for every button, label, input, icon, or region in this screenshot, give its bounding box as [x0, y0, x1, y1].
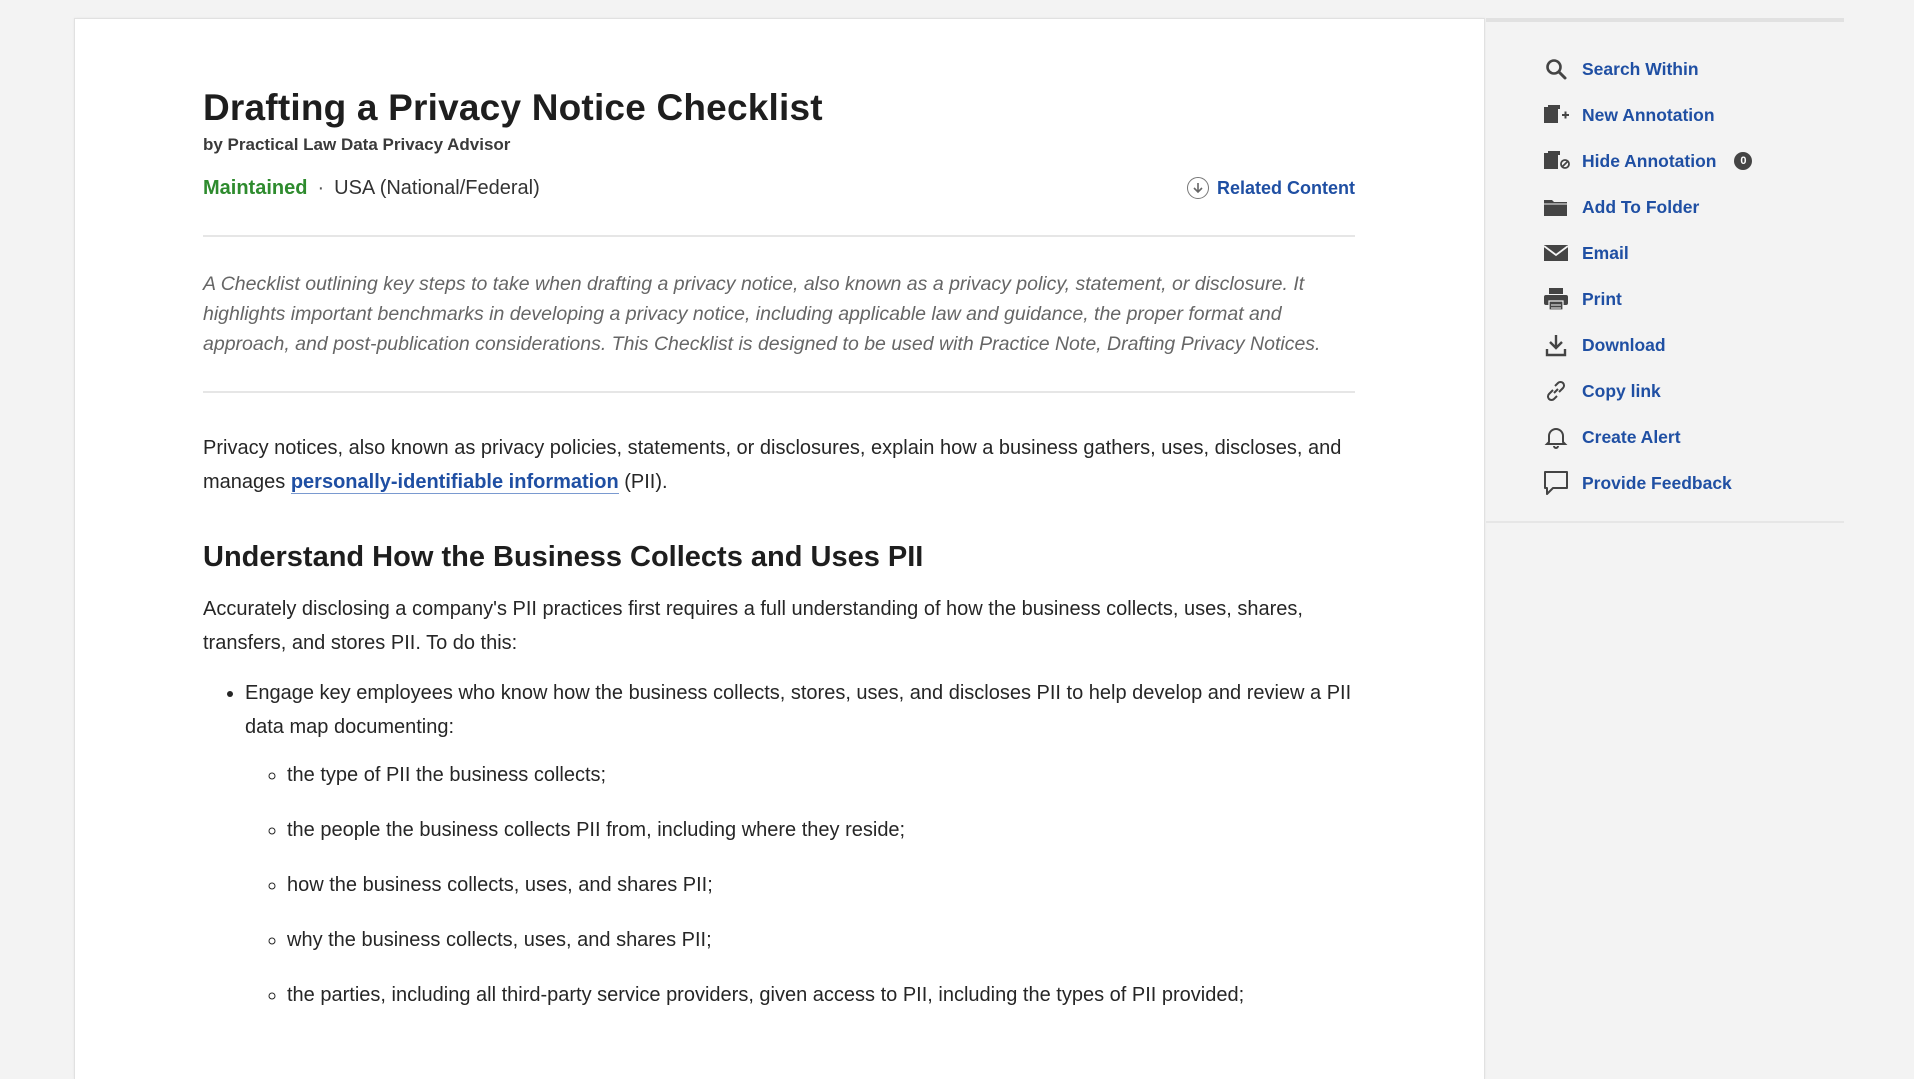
email-button[interactable] [1542, 240, 1629, 266]
add-to-folder-button[interactable] [1542, 194, 1699, 220]
download-button[interactable] [1542, 332, 1666, 358]
new-annotation-label: New Annotation [1582, 104, 1715, 125]
list-item: ◦ the parties, including all third-party service providers, given access to PII, including the types of PII provided; [287, 978, 1355, 1012]
print-icon [1542, 286, 1570, 312]
list-item: ◦ why the business collects, uses, and shares PII; [287, 923, 1355, 957]
intro-paragraph [203, 431, 1355, 499]
list-item: ◦ the people the business collects PII from, including where they reside; [287, 813, 1355, 847]
related-content-link[interactable] [1187, 177, 1355, 199]
provide-feedback-label: Provide Feedback [1582, 472, 1732, 493]
document-meta-row [203, 177, 1355, 217]
list-item-text: Engage key employees who know how the business collects, stores, uses, and discloses PII to help develop and review a PII data map documenting: [245, 682, 1352, 738]
list-item [245, 676, 1355, 1012]
search-within-label: Search Within [1582, 58, 1699, 79]
section-heading: Understand How the Business Collects and Uses PII [203, 541, 924, 573]
hide-annotation-button[interactable] [1542, 148, 1752, 174]
download-label: Download [1582, 334, 1666, 355]
create-alert-label: Create Alert [1582, 426, 1681, 447]
print-label: Print [1582, 288, 1622, 309]
download-icon [1542, 332, 1570, 358]
new-annotation-button[interactable] [1542, 102, 1715, 128]
jurisdiction-label: USA (National/Federal) [334, 177, 540, 199]
section-paragraph: Accurately disclosing a company's PII practices first requires a full understanding of how the business collects, uses, shares, transfers, and stores PII. To do this: [203, 598, 1303, 654]
list-item: ◦ how the business collects, uses, and shares PII; [287, 868, 1355, 902]
status-badge: Maintained [203, 177, 308, 199]
copy-link-label: Copy link [1582, 380, 1661, 401]
meta-separator: · [317, 177, 325, 199]
hide-annotation-icon [1542, 148, 1570, 174]
add-to-folder-label: Add To Folder [1582, 196, 1700, 217]
intro-text-end: (PII). [618, 471, 668, 493]
document-abstract: A Checklist outlining key steps to take when drafting a privacy notice, also known as a privacy policy, statement, or disclosure. It highlights important benchmarks in developing a privacy notice, including applicable law and guidance, the proper format and approach, and post-publication considerations. This Checklist is designed to be used with Practice Note, Drafting Privacy Notices. [203, 273, 1321, 355]
bullet-list [203, 676, 1355, 1012]
document-title: Drafting a Privacy Notice Checklist [203, 87, 823, 128]
related-content-label: Related Content [1216, 177, 1355, 198]
tools-sidebar [1486, 18, 1844, 523]
divider [203, 391, 1355, 393]
arrow-down-circle-icon [1187, 177, 1209, 199]
intro-text: Privacy notices, also known as privacy policies, statements, or disclosures, explain how a business gathers, uses, discloses, and manages [203, 437, 1342, 493]
list-item: ◦ the type of PII the business collects; [287, 758, 1355, 792]
email-label: Email [1582, 242, 1629, 263]
hide-annotation-label: Hide Annotation [1582, 150, 1717, 171]
create-alert-button[interactable] [1542, 424, 1681, 450]
search-icon [1542, 56, 1570, 82]
annotation-count-badge: 0 [1734, 152, 1752, 170]
feedback-icon [1542, 470, 1570, 496]
provide-feedback-button[interactable] [1542, 470, 1732, 496]
email-icon [1542, 240, 1570, 266]
new-annotation-icon [1542, 102, 1570, 128]
document-content [203, 69, 1355, 1033]
divider [203, 235, 1355, 237]
search-within-button[interactable] [1542, 56, 1699, 82]
pii-definition-link[interactable]: personally-identifiable information [290, 471, 619, 493]
sub-bullet-list [245, 758, 1355, 1012]
link-icon [1542, 378, 1570, 404]
bell-icon [1542, 424, 1570, 450]
document-panel [74, 18, 1485, 1079]
copy-link-button[interactable] [1542, 378, 1661, 404]
folder-icon [1542, 194, 1570, 220]
print-button[interactable] [1542, 286, 1622, 312]
document-author: by Practical Law Data Privacy Advisor [203, 135, 511, 154]
